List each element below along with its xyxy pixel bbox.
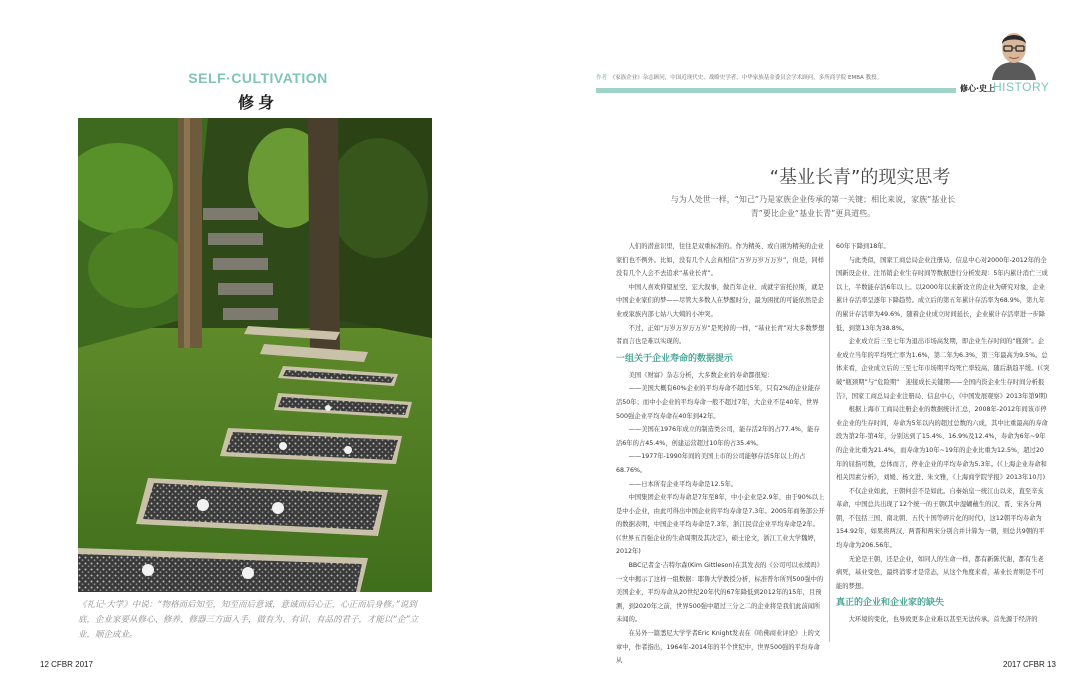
paragraph: 在另外一篇悉尼大学学者Eric Knight发表在《哈佛商业评论》上的文章中，作者指出，1964年-2014年的半个世纪中，世界500强的平均寿命从	[616, 630, 821, 665]
paragraph: 中国人喜欢仰望星空、宏大叙事，做百年企业、成就宇宙托拉斯，就是中国企业家们的梦——尽管大多数人在梦醒时分，最为困扰的可能依然是企业或家族内部七姑八大姨的小冲突。	[616, 283, 824, 318]
page-number-right: 2017 CFBR 13	[1003, 660, 1056, 669]
column-divider	[829, 240, 830, 642]
section-heading: 真正的企业和企业家的缺失	[836, 598, 945, 609]
article-column-2	[836, 240, 1050, 627]
author-bio-line	[596, 73, 986, 81]
paragraph: BBC记者金·吉特尔森(Kim Gittleson)在其发表的《公司可以永续吗》一文中揭示了这样一组数据：耶鲁大学教授分析，标准普尔所列500强中的美国企业，平均寿命从20世纪20年代的67年降低到2012年的15年，且预测，到2020年之前，世界500强中超过三分之二的企业将是我们此前闻所未闻的。	[616, 562, 824, 624]
garden-path-photo	[78, 118, 432, 592]
paragraph: ——美国在1976年成立的制造类公司，能存活2年的占77.4%，能存活6年的占45.4%，创建运营超过10年的占35.4%。	[616, 426, 820, 447]
photo-caption: 《礼记·大学》中说：“物格而后知至，知至而后意诚，意诚而后心正，心正而后身修。”说到底，企业家要从修心、修养、修器三方面入手，做有为、有识、有品的君子，才能以“企”立业，顺企成业。	[78, 600, 419, 640]
paragraph: 人们的潜意识里，往往是双重标准的。作为精英、或自诩为精英的企业家们也不例外。比如，没有几个人会真相信“万岁万岁万万岁”，但是，同样没有几个人会不去追求“基业长青”。	[616, 243, 825, 278]
author-bio: 《家族企业》杂志顾问，中国近现代史、战略史学者，中华家族基金委员会学术顾问，多所商学院 EMBA 教授。	[612, 75, 883, 81]
column-header-rule	[596, 88, 956, 93]
paragraph: 60年下降到18年。	[836, 243, 890, 250]
paragraph: 不过，正如“万岁万岁万万岁”是死掉的一样，“基业长青”对大多数梦想者而言也是难以实现的。	[616, 324, 825, 346]
section-title-chinese: 修身	[237, 93, 278, 112]
article-subtitle: 与为人处世一样，“知己”乃是家族企业传承的第一关键；相比来说，家族“基业长青”要比企业“基业长青”更具道些。	[670, 195, 956, 218]
section-heading: 一组关于企业寿命的数据提示	[616, 353, 734, 364]
page-number-left: 12 CFBR 2017	[40, 660, 93, 669]
article-title: “基业长青”的现实思考	[769, 167, 951, 188]
paragraph: ——1977年-1990年间的美国上市的公司能够存活5年以上的占68.76%。	[616, 453, 806, 474]
column-name-english: HISTORY	[993, 80, 1050, 94]
paragraph: 根据上海市工商局注册企业的数据统计汇总，2008年-2012年间该市停业企业的生存时间，寿命为5年以内的超过总数的六成，其中比重最高的寿命段为第2年-第4年，分别达到了15.4%、16.9%及12.4%，寿命为6年~9年的企业比重为21.4%，而寿命为10年~19年的企业比重为12.5%，超过20年的屈指可数，总体而言，停业企业的平均寿命为5.3年。(《上海企业寿命和相关因素分析》，刘媛、杨文进、朱文雅，《上海商学院学报》2013年10月)	[836, 406, 1048, 482]
column-name-chinese: 修心·史上	[960, 84, 996, 93]
paragraph: 大环境的变化，也导致更多企业难以甚至无法传承。首先源于经济的	[848, 616, 1038, 624]
article-column-1	[616, 240, 826, 668]
paragraph: 无论是王朝，还是企业，如同人的生命一样，都有新陈代谢，都有生老病死，基业变色，最终消零才是常态，从这个角度来看，基业长青则是不可能的梦想。	[836, 555, 1044, 590]
author-portrait	[990, 26, 1038, 80]
paragraph: 美国《财富》杂志分析，大多数企业的寿命都很短：	[628, 371, 774, 379]
paragraph: 不仅企业如此，王朝何尝不是如此。自秦始皇一统江山以来，直至辛亥革命，中国总共出现了12个统一的王朝(其中湿蝴蘸生的汉、晋、宋各分两朝，不包括三国、南北朝、五代十国等碎片化的时代)，这12朝平均寿命为154.92年，如果将两汉、两晋和两宋分别合并计算为一朝，则总共9朝的平均寿命为206.56年。	[836, 487, 1045, 550]
paragraph: 企业成立后三至七年为退出市场高发期，即企业生存时间的“瓶颈”。企业成立当年的平均死亡率为1.6%，第二年为6.3%，第三年最高为9.5%。总体来看，企业成立后的三至七年市场期平均死亡率较高，随后渐趋平缓。(《突破“瓶颈期”与“危险期” 迎接成长关键期——全国内资企业生存时间分析报告》，国家工商总局企业注册局、信息中心，《中国发展观察》2013年第9期)	[836, 338, 1050, 400]
section-title-english: SELF·CULTIVATION	[188, 70, 328, 86]
author-label: 作者	[596, 75, 608, 81]
paragraph: 中国集团企业平均寿命是7年至8年，中小企业是2.9年，由于90%以上是中小企业，由此可得出中国企业的平均寿命是7.3年。2005年商务部公开的数据表明，中国企业平均寿命是7.3年，浙江民营企业平均寿命是2年。(《世界五百强企业的生命周期及其决定》，硕士论文，浙江工业大学魏婷，2012年)	[616, 494, 825, 556]
paragraph: 与此类似，国家工商总局企业注册局、信息中心对2000年-2012年的全国新设企业、注吊销企业生存时间等数据进行分析发现：5年内累计消亡三成以上，半数能存活6年以上。以2000年以来新设立的企业为研究对象，企业累计存活率呈逐年下降趋势。成立后的第五年累计存活率为68.9%，第九年的累计存活率为49.6%，随着企业成立时间延长，企业累计存活率进一步降低，到第13年为38.8%。	[836, 256, 1048, 332]
paragraph: ——日本所有企业平均寿命是12.5年。	[628, 480, 738, 488]
paragraph: ——美国大概有60%企业的平均寿命不超过5年，只有2%的企业能存活50年；而中小企业的平均寿命一般不超过7年，大企业不足40年，世界500强企业平均寿命在40年到42年。	[616, 385, 821, 420]
